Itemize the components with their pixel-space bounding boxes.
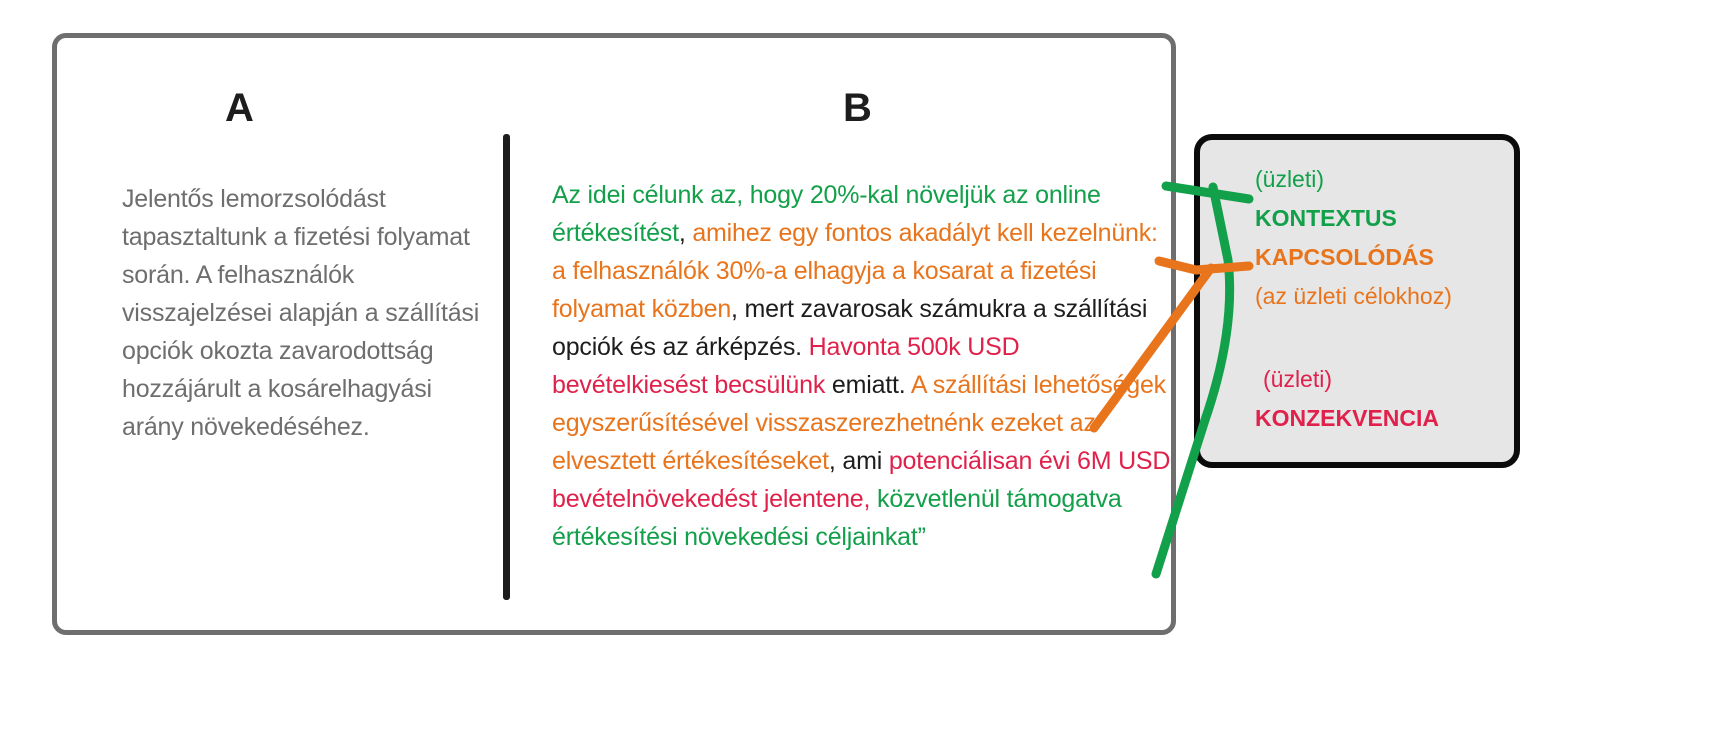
legend-consequence-label: KONZEKVENCIA [1255, 405, 1440, 431]
column-b-body-text [552, 176, 1172, 556]
b-text-segment: közvetlenül támogatva értékesítési növekedési céljainkat” [552, 485, 1122, 551]
column-b-divider [503, 134, 510, 600]
b-text-segment: , [678, 219, 693, 247]
legend-link-qualifier: (az üzleti célokhoz) [1255, 283, 1452, 309]
column-a-heading: A [225, 86, 254, 130]
legend-link-label: KAPCSOLÓDÁS [1255, 244, 1434, 270]
b-text-segment: Az idei célunk az, hogy 20%-kal növeljük az online értékesítést [552, 181, 1101, 247]
b-text-segment [870, 485, 877, 513]
b-text-segment: amihez egy fontos akadályt kell kezelnünk: a felhasználók 30%-a elhagyja a kosarat a fizetési folyamat közben [552, 219, 1158, 323]
legend-consequence-qualifier: (üzleti) [1263, 366, 1333, 392]
b-text-segment: potenciálisan évi 6M USD bevételnövekedést jelentene, [552, 447, 1171, 513]
b-text-segment: Havonta 500k USD bevételkiesést becsülünk [552, 333, 1020, 399]
legend-text-group [1255, 160, 1515, 438]
column-b-heading: B [843, 86, 872, 130]
b-text-segment: , mert zavarosak számukra a szállítási opciók és az árképzés. [552, 295, 1148, 361]
b-text-segment: , ami [828, 447, 889, 475]
b-text-segment: emiatt. [825, 371, 911, 399]
column-a-body-text: Jelentős lemorzsolódást tapasztaltunk a fizetési folyamat során. A felhasználók visszajelzései alapján a szállítási opciók okozta zavarodottság hozzájárult a kosárelhagyási arány növekedéséhez. [122, 185, 480, 441]
b-text-segment: A szállítási lehetőségek egyszerűsítésével visszaszerezhetnénk ezeket az elvesztett értékesítéseket [552, 371, 1166, 475]
legend-context-qualifier: (üzleti) [1255, 166, 1325, 192]
legend-context-label: KONTEXTUS [1255, 205, 1397, 231]
